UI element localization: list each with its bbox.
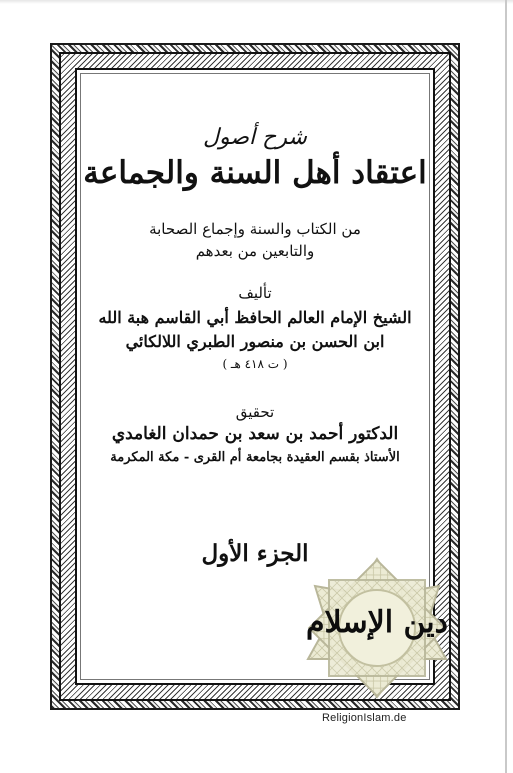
page-edge	[0, 0, 513, 4]
volume-number: الجزء الأول	[201, 540, 309, 567]
subtitle-line-1: من الكتاب والسنة وإجماع الصحابة	[149, 220, 361, 238]
subtitle-line-2: والتابعين من بعدهم	[195, 242, 315, 260]
title-prefix: شرح أصول	[203, 125, 307, 150]
watermark-logo-text: دين الإسلام	[305, 605, 449, 640]
watermark-logo	[302, 553, 452, 703]
book-title: اعتقاد أهل السنة والجماعة	[83, 155, 427, 191]
page-shadow	[505, 0, 507, 773]
editor-affiliation: الأستاذ بقسم العقيدة بجامعة أم القرى - مكة المكرمة	[110, 450, 400, 465]
editor-name: الدكتور أحمد بن سعد بن حمدان الغامدي	[111, 424, 399, 444]
author-line-1: الشيخ الإمام العالم الحافظ أبي القاسم هبة الله	[98, 308, 412, 327]
authorship-label: تأليف	[238, 284, 272, 302]
editing-label: تحقيق	[235, 403, 275, 421]
author-death-date: ( ت ٤١٨ هـ )	[222, 357, 288, 371]
watermark-site[interactable]: ReligionIslam.de	[322, 712, 407, 724]
author-line-2: ابن الحسن بن منصور الطبري اللالكائي	[125, 332, 385, 351]
